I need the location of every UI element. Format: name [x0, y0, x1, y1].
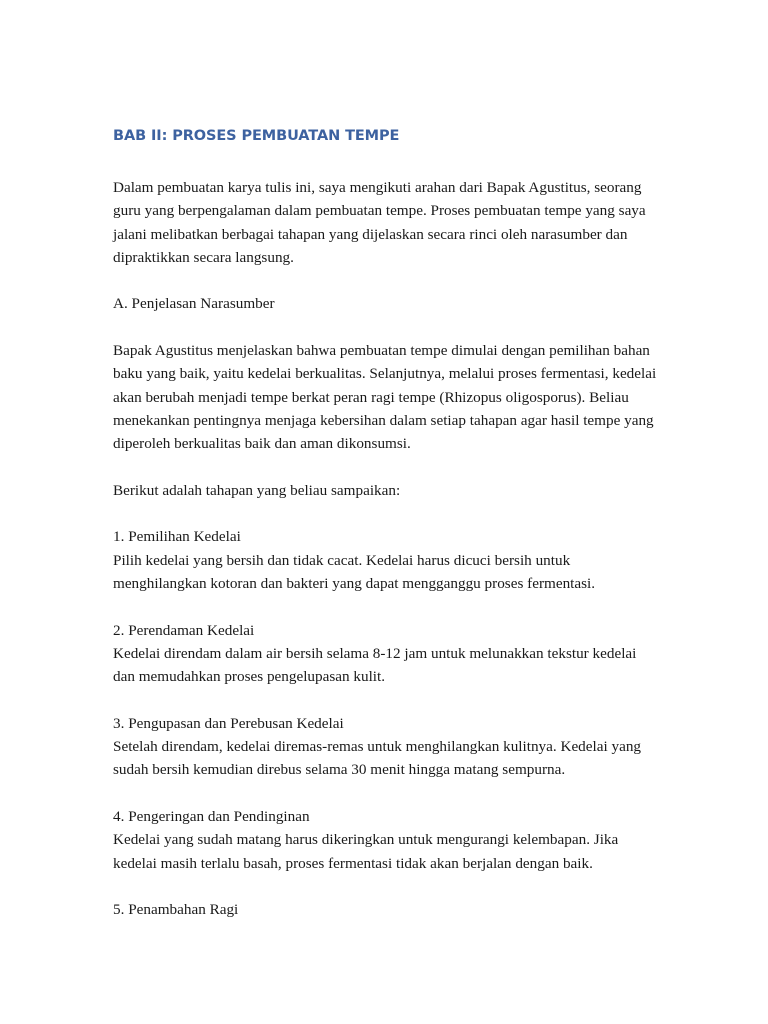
intro-line: Dalam pembuatan karya tulis ini, saya mengikuti arahan dari Bapak Agustitus, seorang [113, 179, 642, 196]
step-title: 1. Pemilihan Kedelai [113, 528, 241, 546]
steps-intro: Berikut adalah tahapan yang beliau sampaikan: [113, 481, 401, 499]
step-description [113, 549, 658, 596]
section-a-line: akan berubah menjadi tempe berkat peran ragi tempe (Rhizopus oligosporus). Beliau [113, 388, 629, 406]
step-line: Pilih kedelai yang bersih dan tidak cacat. Kedelai harus dicuci bersih untuk [113, 551, 571, 569]
section-a-line: Bapak Agustitus menjelaskan bahwa pembuatan tempe dimulai dengan pemilihan bahan [113, 342, 650, 360]
step-line: Kedelai direndam dalam air bersih selama 8-12 jam untuk melunakkan tekstur kedelai [113, 644, 637, 662]
section-a-title: A. Penjelasan Narasumber [113, 295, 275, 313]
document-content [113, 126, 658, 922]
step-line: Kedelai yang sudah matang harus dikeringkan untuk mengurangi kelembapan. Jika [113, 831, 619, 849]
intro-paragraph [113, 176, 658, 269]
section-a-line: menekankan pentingnya menjaga kebersihan dalam setiap tahapan agar hasil tempe yang [113, 411, 654, 429]
step-line: Setelah direndam, kedelai diremas-remas untuk menghilangkan kulitnya. Kedelai yang [113, 738, 642, 756]
chapter-heading: BAB II: PROSES PEMBUATAN TEMPE [113, 128, 400, 144]
step-description [113, 642, 658, 689]
step-title: 5. Penambahan Ragi [113, 901, 239, 919]
step-line: menghilangkan kotoran dan bakteri yang dapat mengganggu proses fermentasi. [113, 575, 596, 593]
section-a-paragraph [113, 339, 658, 455]
step-title: 2. Perendaman Kedelai [113, 621, 255, 639]
section-a-line: baku yang baik, yaitu kedelai berkualitas. Selanjutnya, melalui proses fermentasi, kedelai [113, 365, 657, 383]
section-a-line: diperoleh berkualitas baik dan aman dikonsumsi. [113, 435, 411, 453]
step-description [113, 735, 658, 782]
intro-line: guru yang berpengalaman dalam pembuatan tempe. Proses pembuatan tempe yang saya [113, 202, 646, 220]
step-title: 3. Pengupasan dan Perebusan Kedelai [113, 714, 344, 732]
step-line: dan memudahkan proses pengelupasan kulit. [113, 668, 386, 686]
step-title: 4. Pengeringan dan Pendinginan [113, 808, 310, 826]
step-description [113, 828, 658, 875]
intro-line: dipraktikkan secara langsung. [113, 248, 294, 266]
step-line: sudah bersih kemudian direbus selama 30 menit hingga matang sempurna. [113, 761, 566, 779]
intro-line: jalani melibatkan berbagai tahapan yang dijelaskan secara rinci oleh narasumber dan [113, 225, 628, 243]
step-line: kedelai masih terlalu basah, proses fermentasi tidak akan berjalan dengan baik. [113, 854, 593, 872]
